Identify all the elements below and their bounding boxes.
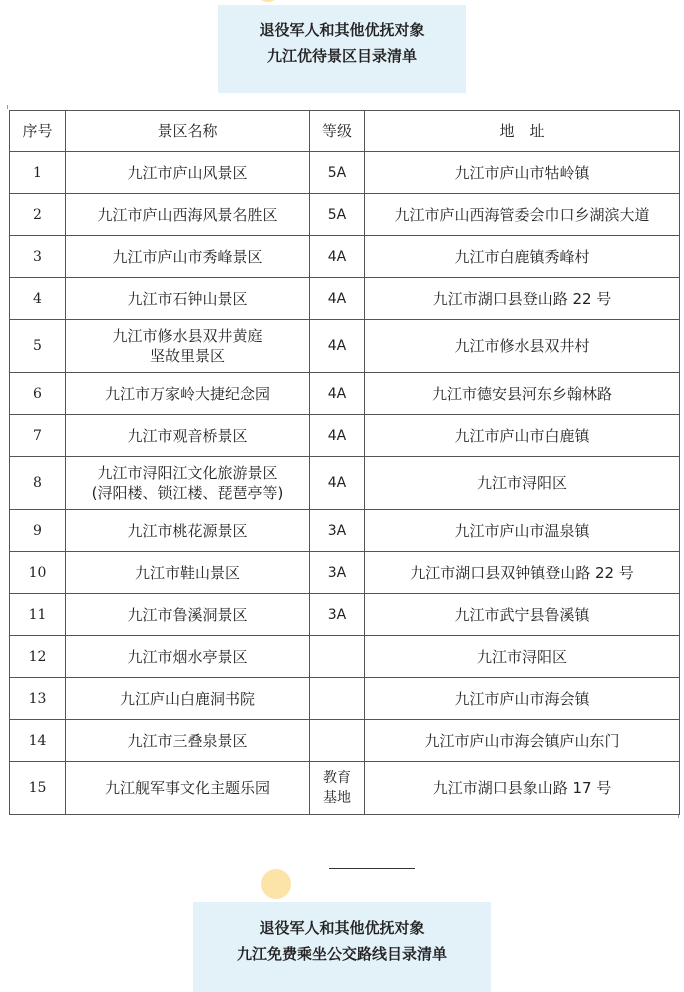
spot-address: 九江市庐山市海会镇 [365, 678, 680, 720]
spot-grade: 4A [310, 320, 365, 373]
spot-name-line: 坚故里景区 [149, 347, 225, 365]
spot-grade [310, 762, 365, 815]
spot-grade: 4A [310, 373, 365, 415]
row-index: 13 [10, 678, 66, 720]
table-row [10, 594, 680, 636]
spot-address: 九江市湖口县双钟镇登山路 22 号 [365, 552, 680, 594]
column-header-grade: 等级 [310, 111, 365, 152]
spot-address: 九江市庐山市白鹿镇 [365, 415, 680, 457]
row-index: 6 [10, 373, 66, 415]
row-index: 14 [10, 720, 66, 762]
spot-grade: 5A [310, 152, 365, 194]
spot-grade: 5A [310, 194, 365, 236]
table-row [10, 510, 680, 552]
row-index: 2 [10, 194, 66, 236]
table-row [10, 194, 680, 236]
spot-address: 九江市庐山市温泉镇 [365, 510, 680, 552]
spot-address: 九江市浔阳区 [365, 636, 680, 678]
table-row [10, 552, 680, 594]
spot-address: 九江市湖口县登山路 22 号 [365, 278, 680, 320]
spot-name [66, 320, 310, 373]
row-index: 9 [10, 510, 66, 552]
spot-address: 九江市湖口县象山路 17 号 [365, 762, 680, 815]
header-title-box [218, 5, 466, 93]
footer-title-box [193, 902, 491, 992]
row-index: 1 [10, 152, 66, 194]
spot-name: 九江市鲁溪洞景区 [66, 594, 310, 636]
table-row [10, 415, 680, 457]
spot-grade: 4A [310, 415, 365, 457]
spot-grade: 3A [310, 552, 365, 594]
header-title-line2: 九江优待景区目录清单 [266, 47, 417, 65]
spot-address: 九江市浔阳区 [365, 457, 680, 510]
spot-name: 九江市观音桥景区 [66, 415, 310, 457]
row-index: 12 [10, 636, 66, 678]
spot-address: 九江市德安县河东乡翰林路 [365, 373, 680, 415]
spot-name-line: 九江市修水县双井黄庭 [112, 327, 263, 345]
spot-grade: 4A [310, 457, 365, 510]
table-row [10, 373, 680, 415]
spot-name-line: 九江市浔阳江文化旅游景区 [97, 464, 278, 482]
row-index: 3 [10, 236, 66, 278]
row-index: 11 [10, 594, 66, 636]
table-row [10, 236, 680, 278]
spot-name-line: (浔阳楼、锁江楼、琵琶亭等) [91, 484, 284, 502]
spot-grade-line: 教育 [323, 770, 351, 786]
spot-name: 九江市庐山西海风景名胜区 [66, 194, 310, 236]
row-index: 15 [10, 762, 66, 815]
spot-name: 九江市庐山风景区 [66, 152, 310, 194]
table-header-row [10, 111, 680, 152]
table-row [10, 457, 680, 510]
row-index: 10 [10, 552, 66, 594]
spot-address: 九江市庐山市牯岭镇 [365, 152, 680, 194]
row-index: 4 [10, 278, 66, 320]
column-header-index: 序号 [10, 111, 66, 152]
decorative-dot [256, 0, 280, 2]
spot-name: 九江市鞋山景区 [66, 552, 310, 594]
section-divider [329, 868, 415, 869]
spot-name [66, 457, 310, 510]
spot-grade [310, 636, 365, 678]
table-row [10, 720, 680, 762]
spot-address: 九江市武宁县鲁溪镇 [365, 594, 680, 636]
spot-address: 九江市白鹿镇秀峰村 [365, 236, 680, 278]
header-title-line1: 退役军人和其他优抚对象 [259, 21, 425, 39]
column-header-address: 地 址 [365, 111, 680, 152]
row-index: 7 [10, 415, 66, 457]
spot-grade: 3A [310, 510, 365, 552]
spot-grade: 4A [310, 278, 365, 320]
footer-title-line2: 九江免费乘坐公交路线目录清单 [236, 945, 447, 963]
scenic-spots-table [9, 110, 680, 815]
spot-grade: 3A [310, 594, 365, 636]
corner-mark [7, 105, 8, 109]
spot-name: 九江市庐山市秀峰景区 [66, 236, 310, 278]
column-header-name: 景区名称 [66, 111, 310, 152]
spot-name: 九江市桃花源景区 [66, 510, 310, 552]
table-row [10, 278, 680, 320]
spot-address: 九江市庐山西海管委会巾口乡湖滨大道 [365, 194, 680, 236]
spot-name: 九江市万家岭大捷纪念园 [66, 373, 310, 415]
decorative-circle [261, 869, 291, 899]
spot-grade [310, 678, 365, 720]
spot-name: 九江市三叠泉景区 [66, 720, 310, 762]
spot-address: 九江市庐山市海会镇庐山东门 [365, 720, 680, 762]
table-row [10, 320, 680, 373]
spot-address: 九江市修水县双井村 [365, 320, 680, 373]
spot-grade-line: 基地 [323, 790, 351, 806]
row-index: 8 [10, 457, 66, 510]
spot-name: 九江市石钟山景区 [66, 278, 310, 320]
table-row [10, 678, 680, 720]
table-row [10, 636, 680, 678]
footer-title-line1: 退役军人和其他优抚对象 [259, 919, 425, 937]
spot-name: 九江市烟水亭景区 [66, 636, 310, 678]
spot-name: 九江庐山白鹿洞书院 [66, 678, 310, 720]
spot-grade: 4A [310, 236, 365, 278]
spot-name: 九江舰军事文化主题乐园 [66, 762, 310, 815]
spot-grade [310, 720, 365, 762]
table-row [10, 762, 680, 815]
row-index: 5 [10, 320, 66, 373]
table-row [10, 152, 680, 194]
